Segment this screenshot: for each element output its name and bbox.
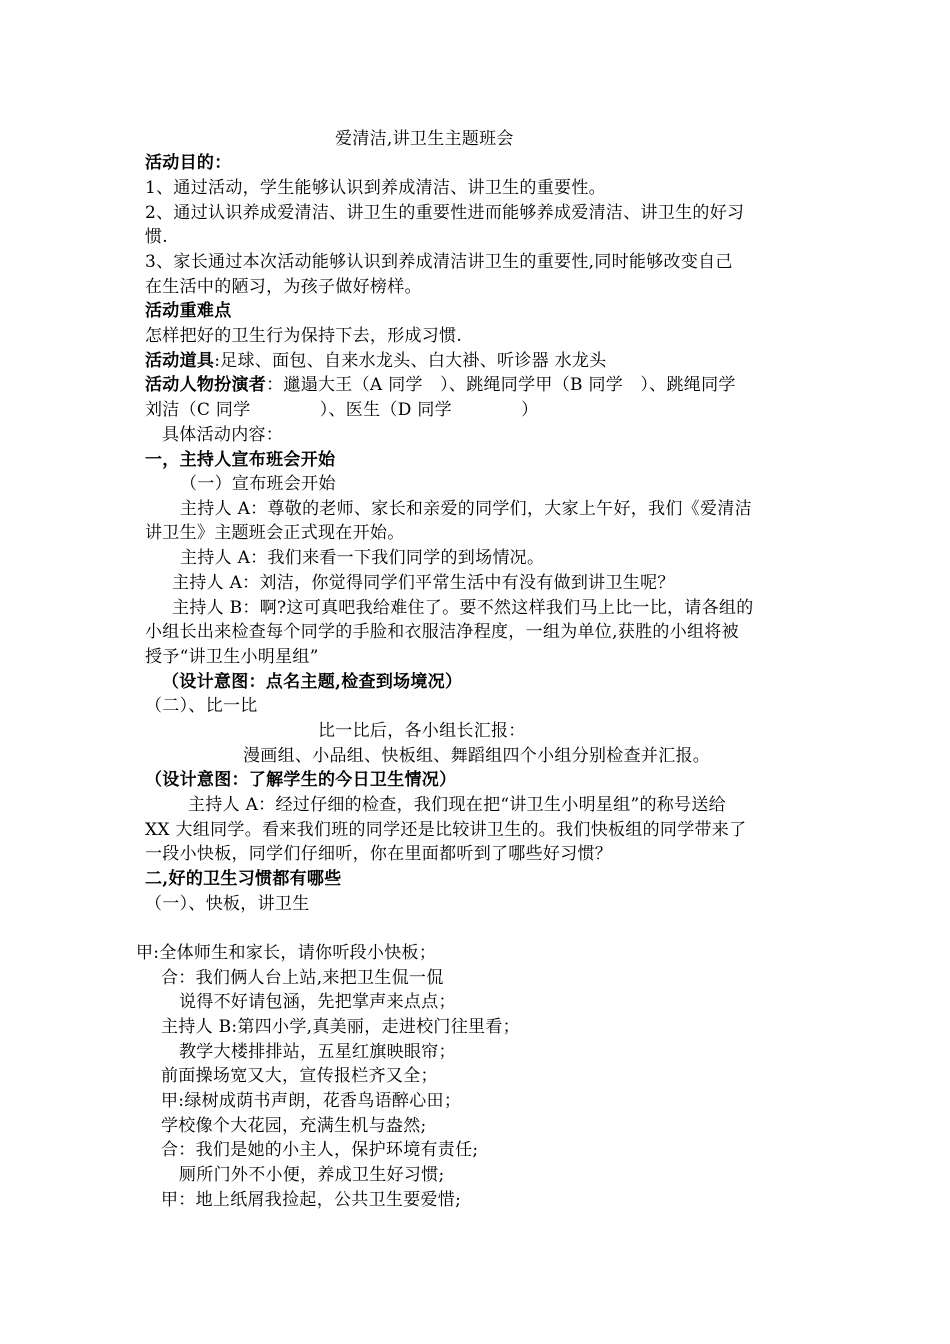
roles-line: 刘洁（C 同学 ）、医生（D 同学 ） — [145, 400, 539, 420]
design-intent: （设计意图：点名主题,检查到场境况） — [162, 672, 463, 692]
verse-line: 教学大楼排排站，五星红旗映眼帘； — [179, 1042, 456, 1062]
section-1-heading: 一，主持人宣布班会开始 — [145, 450, 336, 470]
compare-line: 漫画组、小品组、快板组、舞蹈组四个小组分别检查并汇报。 — [243, 746, 711, 766]
difficulty-heading: 活动重难点 — [145, 301, 232, 321]
host-line: 一段小快板，同学们仔细听，你在里面都听到了哪些好习惯？ — [145, 844, 613, 864]
host-line: 主持人 A：经过仔细的检查，我们现在把“讲卫生小明星组”的称号送给 — [188, 795, 726, 815]
roles-text: ：邋遢大王（A 同学 ）、跳绳同学甲（B 同学 ）、跳绳同学 — [266, 375, 736, 395]
compare-line: 比一比后，各小组长汇报： — [318, 721, 526, 741]
verse-line: 说得不好请包涵，先把掌声来点点； — [179, 992, 456, 1012]
purpose-line: 3、家长通过本次活动能够认识到养成清洁讲卫生的重要性,同时能够改变自己 — [145, 252, 733, 272]
purpose-line: 在生活中的陋习，为孩子做好榜样。 — [145, 277, 422, 297]
verse-line: 主持人 B:第四小学,真美丽，走进校门往里看； — [161, 1017, 520, 1037]
host-line: 小组长出来检查每个同学的手脸和衣服洁净程度，一组为单位,获胜的小组将被 — [145, 622, 739, 642]
roles-heading: 活动人物扮演者 — [145, 375, 267, 395]
verse-line: 合：我们是她的小主人，保护环境有责任; — [161, 1140, 479, 1160]
verse-line: 厕所门外不小便，养成卫生好习惯; — [179, 1165, 445, 1185]
verse-line: 前面操场宽又大，宣传报栏齐又全； — [161, 1066, 438, 1086]
purpose-line: 1、通过活动，学生能够认识到养成清洁、讲卫生的重要性。 — [145, 178, 606, 198]
host-line: 主持人 A：刘洁，你觉得同学们平常生活中有没有做到讲卫生呢？ — [172, 573, 675, 593]
verse-line: 学校像个大花园，充满生机与盎然; — [161, 1116, 427, 1136]
content-heading: 具体活动内容： — [162, 425, 284, 445]
document-title: 爱清洁,讲卫生主题班会 — [335, 129, 514, 149]
purpose-heading: 活动目的： — [145, 153, 232, 173]
host-line: 讲卫生》主题班会正式现在开始。 — [145, 523, 405, 543]
design-intent: （设计意图：了解学生的今日卫生情况） — [145, 770, 457, 790]
verse-line: 甲:全体师生和家长，请你听段小快板； — [136, 943, 437, 963]
verse-line: 合：我们俩人台上站,来把卫生侃一侃 — [161, 968, 444, 988]
props-line — [145, 349, 607, 373]
host-line: 主持人 A：尊敬的老师、家长和亲爱的同学们，大家上午好，我们《爱清洁 — [180, 499, 752, 519]
difficulty-text: 怎样把好的卫生行为保持下去，形成习惯. — [145, 326, 463, 346]
section-2-subheading: （一）、快板，讲卫生 — [145, 894, 310, 914]
host-line: XX 大组同学。看来我们班的同学还是比较讲卫生的。我们快板组的同学带来了 — [145, 820, 747, 840]
section-2-heading: 二,好的卫生习惯都有哪些 — [145, 869, 342, 889]
props-heading: 活动道具 — [145, 351, 215, 371]
props-text: :足球、面包、自来水龙头、白大褂、听诊器 水龙头 — [214, 351, 607, 371]
roles-line — [145, 373, 736, 397]
purpose-line: 惯. — [145, 227, 169, 247]
host-line: 主持人 A：我们来看一下我们同学的到场情况。 — [180, 548, 545, 568]
verse-line: 甲:绿树成荫书声朗，花香鸟语醉心田； — [161, 1091, 462, 1111]
host-line: 授予“讲卫生小明星组” — [145, 647, 319, 667]
section-1-subheading: （一）宣布班会开始 — [180, 474, 336, 494]
host-line: 主持人 B：啊?这可真吧我给难住了。要不然这样我们马上比一比，请各组的 — [172, 598, 754, 618]
section-1-subheading: （二）、比一比 — [145, 696, 258, 716]
purpose-line: 2、通过认识养成爱清洁、讲卫生的重要性进而能够养成爱清洁、讲卫生的好习 — [145, 203, 745, 223]
verse-line: 甲：地上纸屑我捡起，公共卫生要爱惜; — [161, 1190, 462, 1210]
